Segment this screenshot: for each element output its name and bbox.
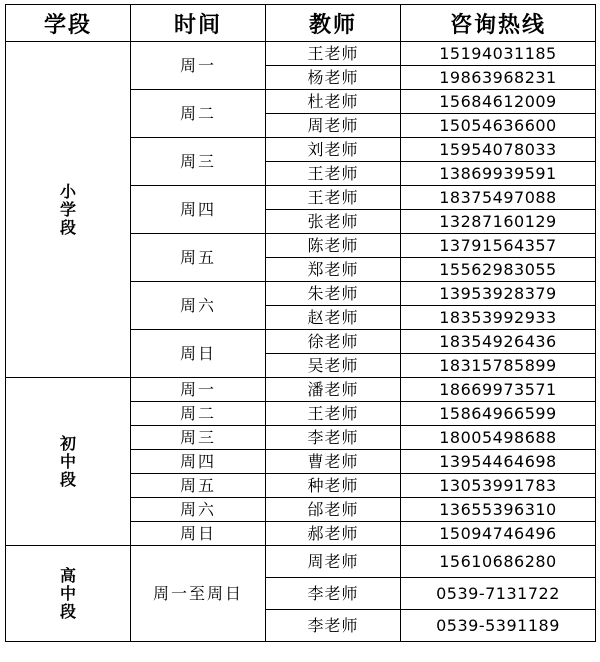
phone-cell: 15610686280 — [401, 546, 596, 578]
teacher-cell: 刘老师 — [266, 138, 401, 162]
phone-cell: 15094746496 — [401, 522, 596, 546]
day-cell: 周六 — [131, 282, 266, 330]
header-row — [6, 5, 596, 42]
phone-cell: 0539-5391189 — [401, 610, 596, 642]
header-hotline: 咨询热线 — [401, 5, 596, 42]
stage-high: 高 中 段 — [6, 546, 131, 642]
phone-cell: 13053991783 — [401, 474, 596, 498]
teacher-cell: 周老师 — [266, 114, 401, 138]
teacher-cell: 李老师 — [266, 426, 401, 450]
phone-cell: 13655396310 — [401, 498, 596, 522]
day-cell: 周六 — [131, 498, 266, 522]
header-time: 时间 — [131, 5, 266, 42]
phone-cell: 18375497088 — [401, 186, 596, 210]
phone-cell: 15562983055 — [401, 258, 596, 282]
teacher-cell: 徐老师 — [266, 330, 401, 354]
teacher-cell: 李老师 — [266, 610, 401, 642]
teacher-cell: 郝老师 — [266, 522, 401, 546]
day-cell: 周日 — [131, 522, 266, 546]
phone-cell: 18669973571 — [401, 378, 596, 402]
teacher-cell: 王老师 — [266, 42, 401, 66]
day-cell: 周五 — [131, 474, 266, 498]
phone-cell: 0539-7131722 — [401, 578, 596, 610]
teacher-cell: 王老师 — [266, 186, 401, 210]
table-row — [6, 546, 596, 578]
teacher-cell: 邰老师 — [266, 498, 401, 522]
teacher-cell: 杜老师 — [266, 90, 401, 114]
day-cell: 周三 — [131, 138, 266, 186]
day-cell: 周五 — [131, 234, 266, 282]
day-cell: 周一 — [131, 42, 266, 90]
teacher-cell: 李老师 — [266, 578, 401, 610]
teacher-cell: 王老师 — [266, 402, 401, 426]
phone-cell: 13869939591 — [401, 162, 596, 186]
phone-cell: 13791564357 — [401, 234, 596, 258]
phone-cell: 15864966599 — [401, 402, 596, 426]
teacher-cell: 朱老师 — [266, 282, 401, 306]
teacher-cell: 种老师 — [266, 474, 401, 498]
phone-cell: 15054636600 — [401, 114, 596, 138]
header-teacher: 教师 — [266, 5, 401, 42]
day-cell: 周二 — [131, 90, 266, 138]
day-cell: 周一至周日 — [131, 546, 266, 642]
phone-cell: 18005498688 — [401, 426, 596, 450]
teacher-cell: 潘老师 — [266, 378, 401, 402]
teacher-cell: 张老师 — [266, 210, 401, 234]
teacher-cell: 赵老师 — [266, 306, 401, 330]
teacher-cell: 曹老师 — [266, 450, 401, 474]
phone-cell: 18354926436 — [401, 330, 596, 354]
day-cell: 周一 — [131, 378, 266, 402]
teacher-cell: 王老师 — [266, 162, 401, 186]
stage-primary: 小 学 段 — [6, 42, 131, 378]
phone-cell: 13287160129 — [401, 210, 596, 234]
table-row — [6, 42, 596, 66]
phone-cell: 15194031185 — [401, 42, 596, 66]
teacher-cell: 吴老师 — [266, 354, 401, 378]
teacher-cell: 陈老师 — [266, 234, 401, 258]
phone-cell: 13953928379 — [401, 282, 596, 306]
teacher-cell: 杨老师 — [266, 66, 401, 90]
day-cell: 周日 — [131, 330, 266, 378]
phone-cell: 18315785899 — [401, 354, 596, 378]
day-cell: 周三 — [131, 426, 266, 450]
day-cell: 周四 — [131, 186, 266, 234]
teacher-cell: 郑老师 — [266, 258, 401, 282]
table-row — [6, 378, 596, 402]
hotline-schedule — [5, 4, 595, 659]
day-cell: 周二 — [131, 402, 266, 426]
phone-cell: 19863968231 — [401, 66, 596, 90]
phone-cell: 18353992933 — [401, 306, 596, 330]
phone-cell: 15684612009 — [401, 90, 596, 114]
phone-cell: 13954464698 — [401, 450, 596, 474]
hotline-table — [5, 4, 596, 642]
phone-cell: 15954078033 — [401, 138, 596, 162]
teacher-cell: 周老师 — [266, 546, 401, 578]
stage-middle: 初 中 段 — [6, 378, 131, 546]
header-stage: 学段 — [6, 5, 131, 42]
day-cell: 周四 — [131, 450, 266, 474]
